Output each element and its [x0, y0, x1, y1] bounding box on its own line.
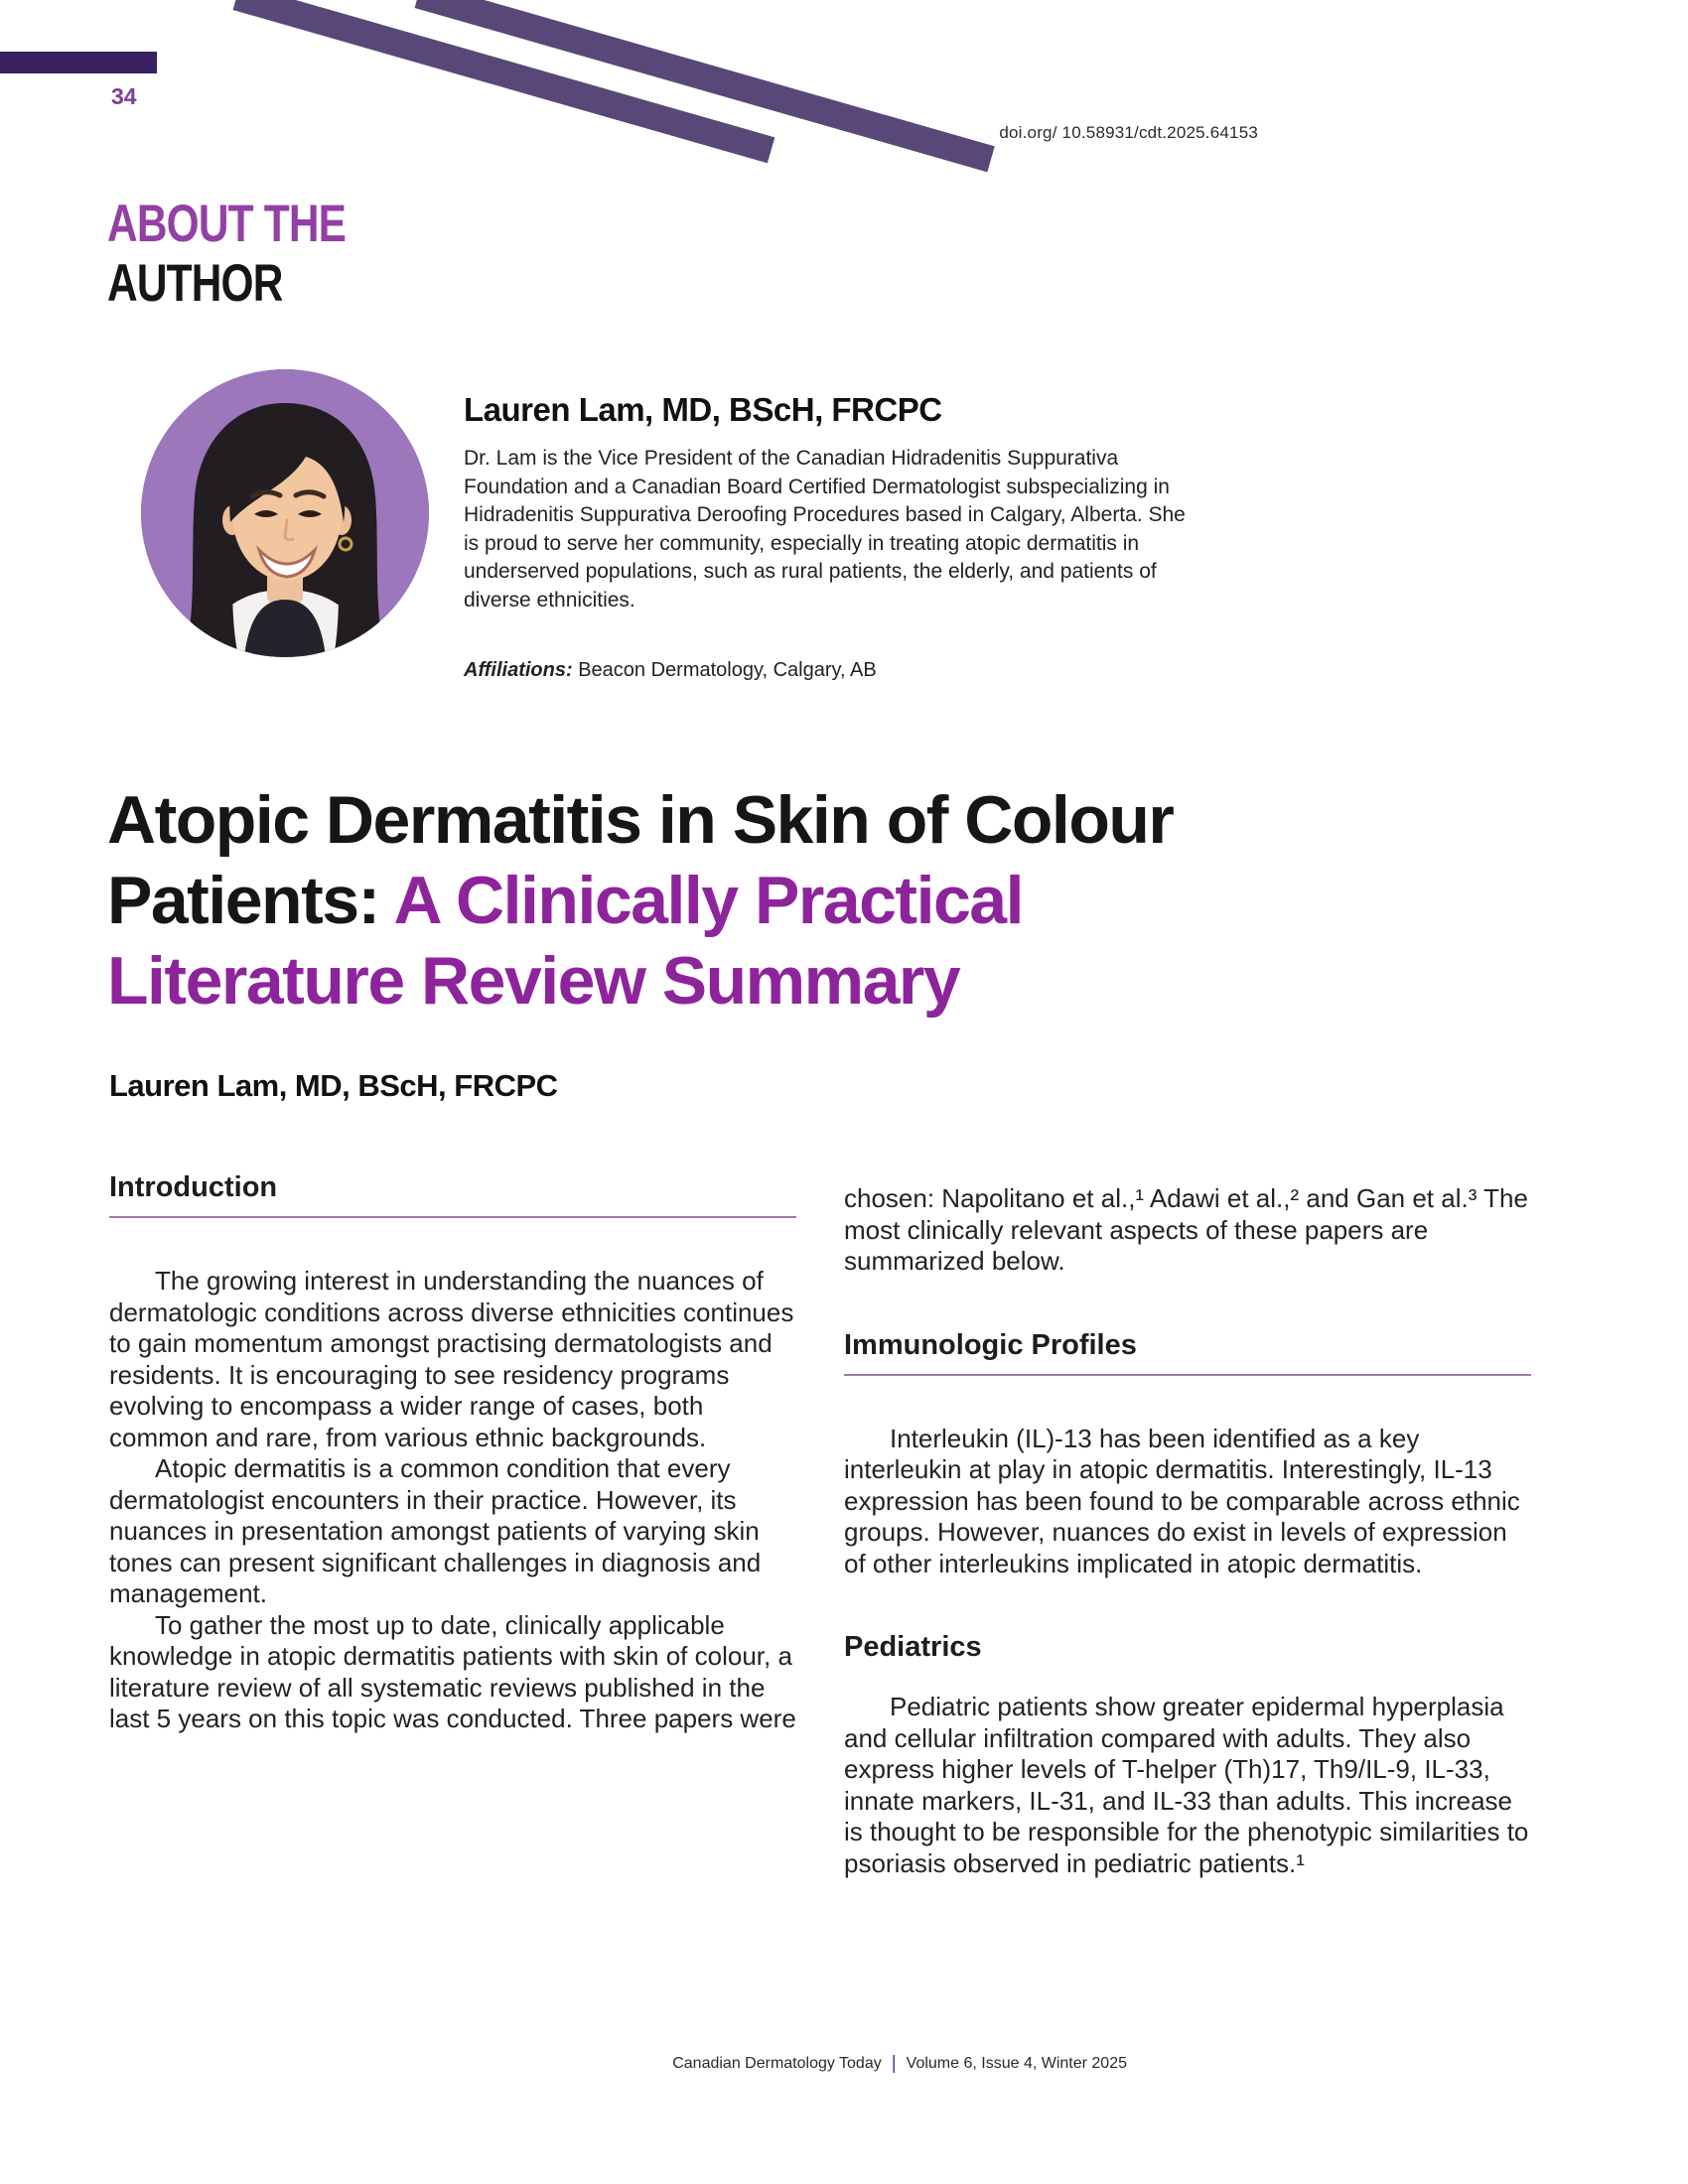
section-heading-introduction: Introduction	[109, 1171, 796, 1218]
introduction-paragraph-2: Atopic dermatitis is a common condition that every dermatologist encounters in their practice. However, its nuances in presentation amongst patients of varying skin tones can present significant challenges in diagnosis and management.	[109, 1453, 762, 1608]
article-title-line1: Atopic Dermatitis in Skin of Colour	[107, 782, 1174, 858]
pediatrics-paragraph: Pediatric patients show greater epidermal hyperplasia and cellular infiltration compared with adults. They also express higher levels of T-helper (Th)17, Th9/IL-9, IL-33, innate markers, IL-31, and IL-33 than adults. This increase is thought to be responsible for the phenotypic similarities to psoriasis observed in pediatric patients.¹	[844, 1692, 1529, 1878]
introduction-continuation-paragraph: chosen: Napolitano et al.,¹ Adawi et al.,² and Gan et al.³ The most clinically relevant aspects of these papers are summarized below.	[844, 1183, 1528, 1276]
article-title-line2-accent: A Clinically Practical	[393, 863, 1023, 938]
page-number: 34	[111, 83, 137, 109]
immunologic-profiles-paragraph: Interleukin (IL)-13 has been identified as a key interleukin at play in atopic dermatitis. Interestingly, IL-13 expression has been found to be comparable across ethnic groups. However, nuances do exist in levels of expression of other interleukins implicated in atopic dermatitis.	[844, 1423, 1520, 1578]
article-byline: Lauren Lam, MD, BScH, FRCPC	[109, 1068, 558, 1103]
column-left	[109, 1171, 796, 1735]
article-title	[107, 780, 1577, 1022]
author-name: Lauren Lam, MD, BScH, FRCPC	[464, 391, 942, 428]
section-heading-immunologic-profiles: Immunologic Profiles	[844, 1329, 1531, 1376]
affiliations-label: Affiliations:	[464, 659, 573, 681]
introduction-paragraph-1: The growing interest in understanding the nuances of dermatologic conditions across diverse ethnicities continues to gain momentum amongst practising dermatologists and residents. It is encouraging to see residency programs evolving to encompass a wider range of cases, both common and rare, from various ethnic backgrounds.	[109, 1266, 794, 1452]
doi-text: doi.org/ 10.58931/cdt.2025.64153	[999, 123, 1258, 142]
author-affiliations	[464, 659, 877, 682]
author-bio: Dr. Lam is the Vice President of the Canadian Hidradenitis Suppurativa Foundation and a Canadian Board Certified Dermatologist subspecializing in Hidradenitis Suppurativa Deroofing Procedures based in Calgary, Alberta. She is proud to serve her community, especially in treating atopic dermatitis in underserved populations, such as rural patients, the elderly, and patients of diverse ethnicities.	[464, 447, 1186, 612]
author-portrait-illustration	[141, 369, 429, 657]
footer-separator: |	[891, 2053, 897, 2074]
footer-issue-info: Volume 6, Issue 4, Winter 2025	[906, 2055, 1127, 2072]
top-left-accent-bar	[0, 52, 157, 73]
about-the-author-heading	[107, 195, 346, 314]
about-the-author-heading-line2: AUTHOR	[107, 254, 283, 313]
introduction-paragraph-3: To gather the most up to date, clinically applicable knowledge in atopic dermatitis patients with skin of colour, a literature review of all systematic reviews published in the last 5 years on this topic was conducted. Three papers were	[109, 1609, 796, 1733]
article-title-line2-black: Patients:	[107, 863, 394, 938]
about-the-author-heading-line1: ABOUT THE	[107, 195, 347, 253]
affiliations-value: Beacon Dermatology, Calgary, AB	[578, 659, 877, 681]
article-title-line3-accent: Literature Review Summary	[107, 943, 960, 1019]
footer-journal-name: Canadian Dermatology Today	[672, 2055, 882, 2072]
column-right	[844, 1183, 1531, 1879]
page-footer	[672, 2053, 1127, 2075]
section-heading-pediatrics: Pediatrics	[844, 1631, 982, 1663]
author-photo	[141, 369, 429, 657]
